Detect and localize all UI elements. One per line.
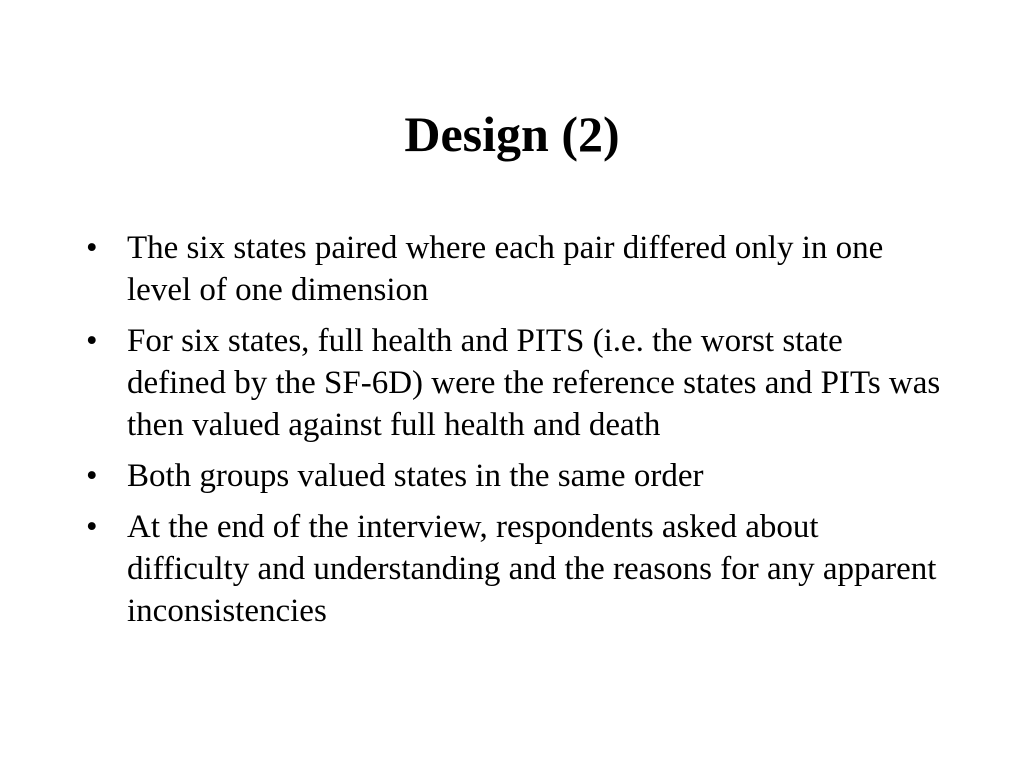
list-item bbox=[86, 320, 946, 446]
list-item bbox=[86, 506, 946, 632]
slide-title: Design (2) bbox=[404, 106, 620, 162]
bullet-icon: • bbox=[86, 323, 98, 359]
bullet-text: At the end of the interview, respondents asked about difficulty and understanding and the reasons for any apparent inconsistencies bbox=[127, 509, 937, 629]
bullet-text: For six states, full health and PITS (i.e. the worst state defined by the SF-6D) were the reference states and PITs was then valued against full health and death bbox=[127, 323, 941, 443]
bullet-icon: • bbox=[86, 230, 98, 266]
list-item bbox=[86, 455, 946, 497]
bullet-list bbox=[86, 227, 946, 641]
bullet-icon: • bbox=[86, 458, 98, 494]
bullet-text: Both groups valued states in the same order bbox=[127, 458, 704, 494]
bullet-text: The six states paired where each pair differed only in one level of one dimension bbox=[127, 230, 884, 308]
bullet-icon: • bbox=[86, 509, 98, 545]
list-item bbox=[86, 227, 946, 311]
